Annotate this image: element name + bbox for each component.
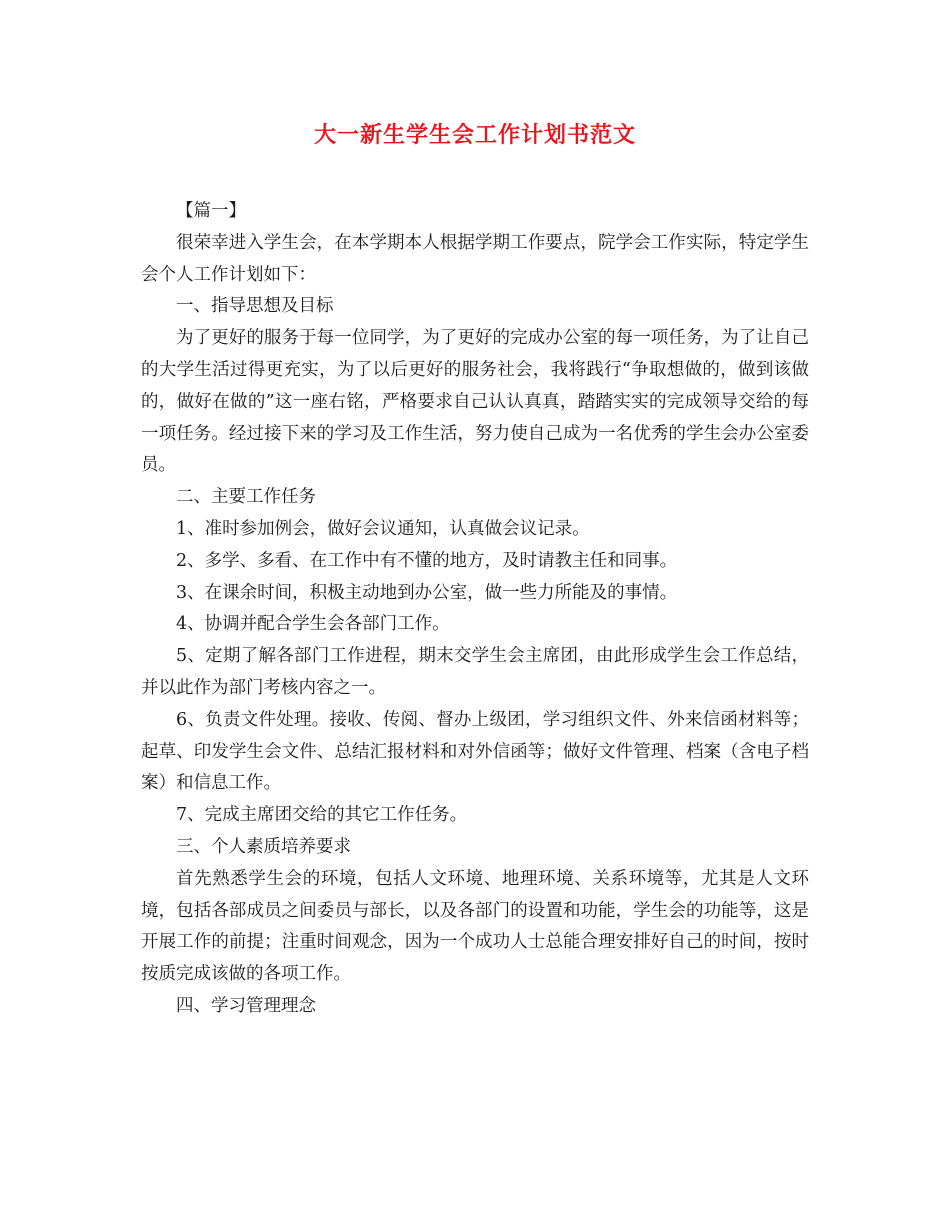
- document-title: 大一新生学生会工作计划书范文: [313, 122, 636, 148]
- section-marker: 【篇一】: [176, 201, 246, 221]
- task-item-1: 1、准时参加例会，做好会议通知，认真做会议记录。: [176, 518, 590, 539]
- heading-personal-quality: 三、个人素质培养要求: [176, 836, 351, 857]
- heading-learning-management: 四、学习管理理念: [176, 995, 316, 1016]
- goals-paragraph: 为了更好的服务于每一位同学，为了更好的完成办公室的每一项任务，为了让自己的大学生活过得更充实，为了以后更好的服务社会，我将践行“争取想做的，做到该做的，做好在做的”这一座右铭，严格要求自己认认真真，踏踏实实的完成领导交给的每一项任务。经过接下来的学习及工作生活，努力使自己成为一名优秀的学生会办公室委员。: [141, 328, 809, 476]
- heading-guiding-ideas: 一、指导思想及目标: [176, 296, 334, 317]
- task-item-5: 5、定期了解各部门工作进程，期末交学生会主席团，由此形成学生会工作总结，并以此作为部门考核内容之一。: [141, 646, 809, 698]
- task-item-4: 4、协调并配合学生会各部门工作。: [176, 614, 450, 635]
- task-item-2: 2、多学、多看、在工作中有不懂的地方，及时请教主任和同事。: [176, 550, 678, 571]
- personal-quality-paragraph: 首先熟悉学生会的环境，包括人文环境、地理环境、关系环境等，尤其是人文环境，包括各部成员之间委员与部长，以及各部门的设置和功能，学生会的功能等，这是开展工作的前提；注重时间观念，因为一个成功人士总能合理安排好自己的时间，按时按质完成该做的各项工作。: [141, 868, 809, 985]
- task-item-3: 3、在课余时间，积极主动地到办公室，做一些力所能及的事情。: [176, 582, 678, 603]
- document-body: [141, 196, 809, 1023]
- task-item-7: 7、完成主席团交给的其它工作任务。: [176, 805, 468, 826]
- task-item-6: 6、负责文件处理。接收、传阅、督办上级团，学习组织文件、外来信函材料等；起草、印发学生会文件、总结汇报材料和对外信函等；做好文件管理、档案（含电子档案）和信息工作。: [141, 709, 809, 794]
- heading-main-tasks: 二、主要工作任务: [176, 487, 316, 508]
- intro-paragraph: 很荣幸进入学生会，在本学期本人根据学期工作要点，院学会工作实际，特定学生会个人工作计划如下：: [141, 232, 809, 285]
